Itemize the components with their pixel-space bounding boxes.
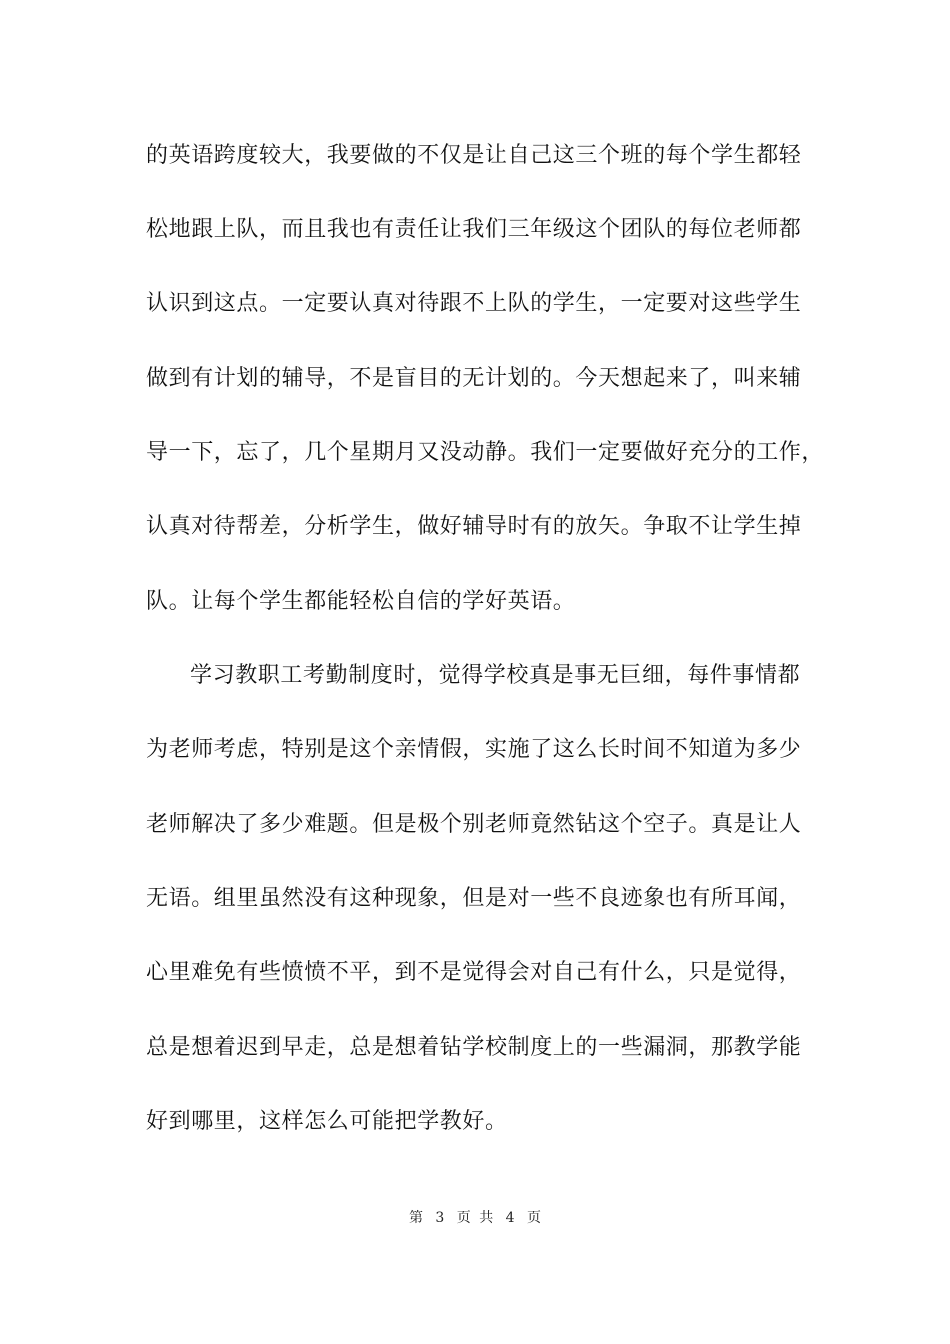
- paragraph-line: 老师解决了多少难题。但是极个别老师竟然钻这个空子。真是让人: [146, 812, 802, 837]
- footer-total-pages: 4: [505, 1210, 515, 1226]
- paragraph-line: 队。让每个学生都能轻松自信的学好英语。: [146, 589, 576, 614]
- page-footer: [0, 1209, 950, 1227]
- footer-middle: 页 共: [456, 1210, 494, 1226]
- paragraph-line: 好到哪里，这样怎么可能把学教好。: [146, 1109, 508, 1134]
- paragraph-line: 松地跟上队，而且我也有责任让我们三年级这个团队的每位老师都: [146, 217, 802, 242]
- paragraph-line: 无语。组里虽然没有这种现象，但是对一些不良迹象也有所耳闻，: [146, 886, 802, 911]
- paragraph-line: 的英语跨度较大，我要做的不仅是让自己这三个班的每个学生都轻: [146, 143, 802, 168]
- footer-prefix: 第: [408, 1210, 423, 1226]
- paragraph-line: 总是想着迟到早走，总是想着钻学校制度上的一些漏洞，那教学能: [146, 1035, 802, 1060]
- paragraph-line: 导一下，忘了，几个星期月又没动静。我们一定要做好充分的工作，: [146, 440, 825, 465]
- paragraph-first-line: 学习教职工考勤制度时，觉得学校真是事无巨细，每件事情都: [190, 663, 801, 688]
- footer-current-page: 3: [435, 1210, 445, 1226]
- footer-suffix: 页: [527, 1210, 542, 1226]
- paragraph-line: 认识到这点。一定要认真对待跟不上队的学生，一定要对这些学生: [146, 291, 802, 316]
- paragraph-line: 做到有计划的辅导，不是盲目的无计划的。今天想起来了，叫来辅: [146, 366, 802, 391]
- paragraph-line: 心里难免有些愤愤不平，到不是觉得会对自己有什么，只是觉得，: [146, 960, 802, 985]
- paragraph-line: 认真对待帮差，分析学生，做好辅导时有的放矢。争取不让学生掉: [146, 514, 802, 539]
- paragraph-line: 为老师考虑，特别是这个亲情假，实施了这么长时间不知道为多少: [146, 737, 802, 762]
